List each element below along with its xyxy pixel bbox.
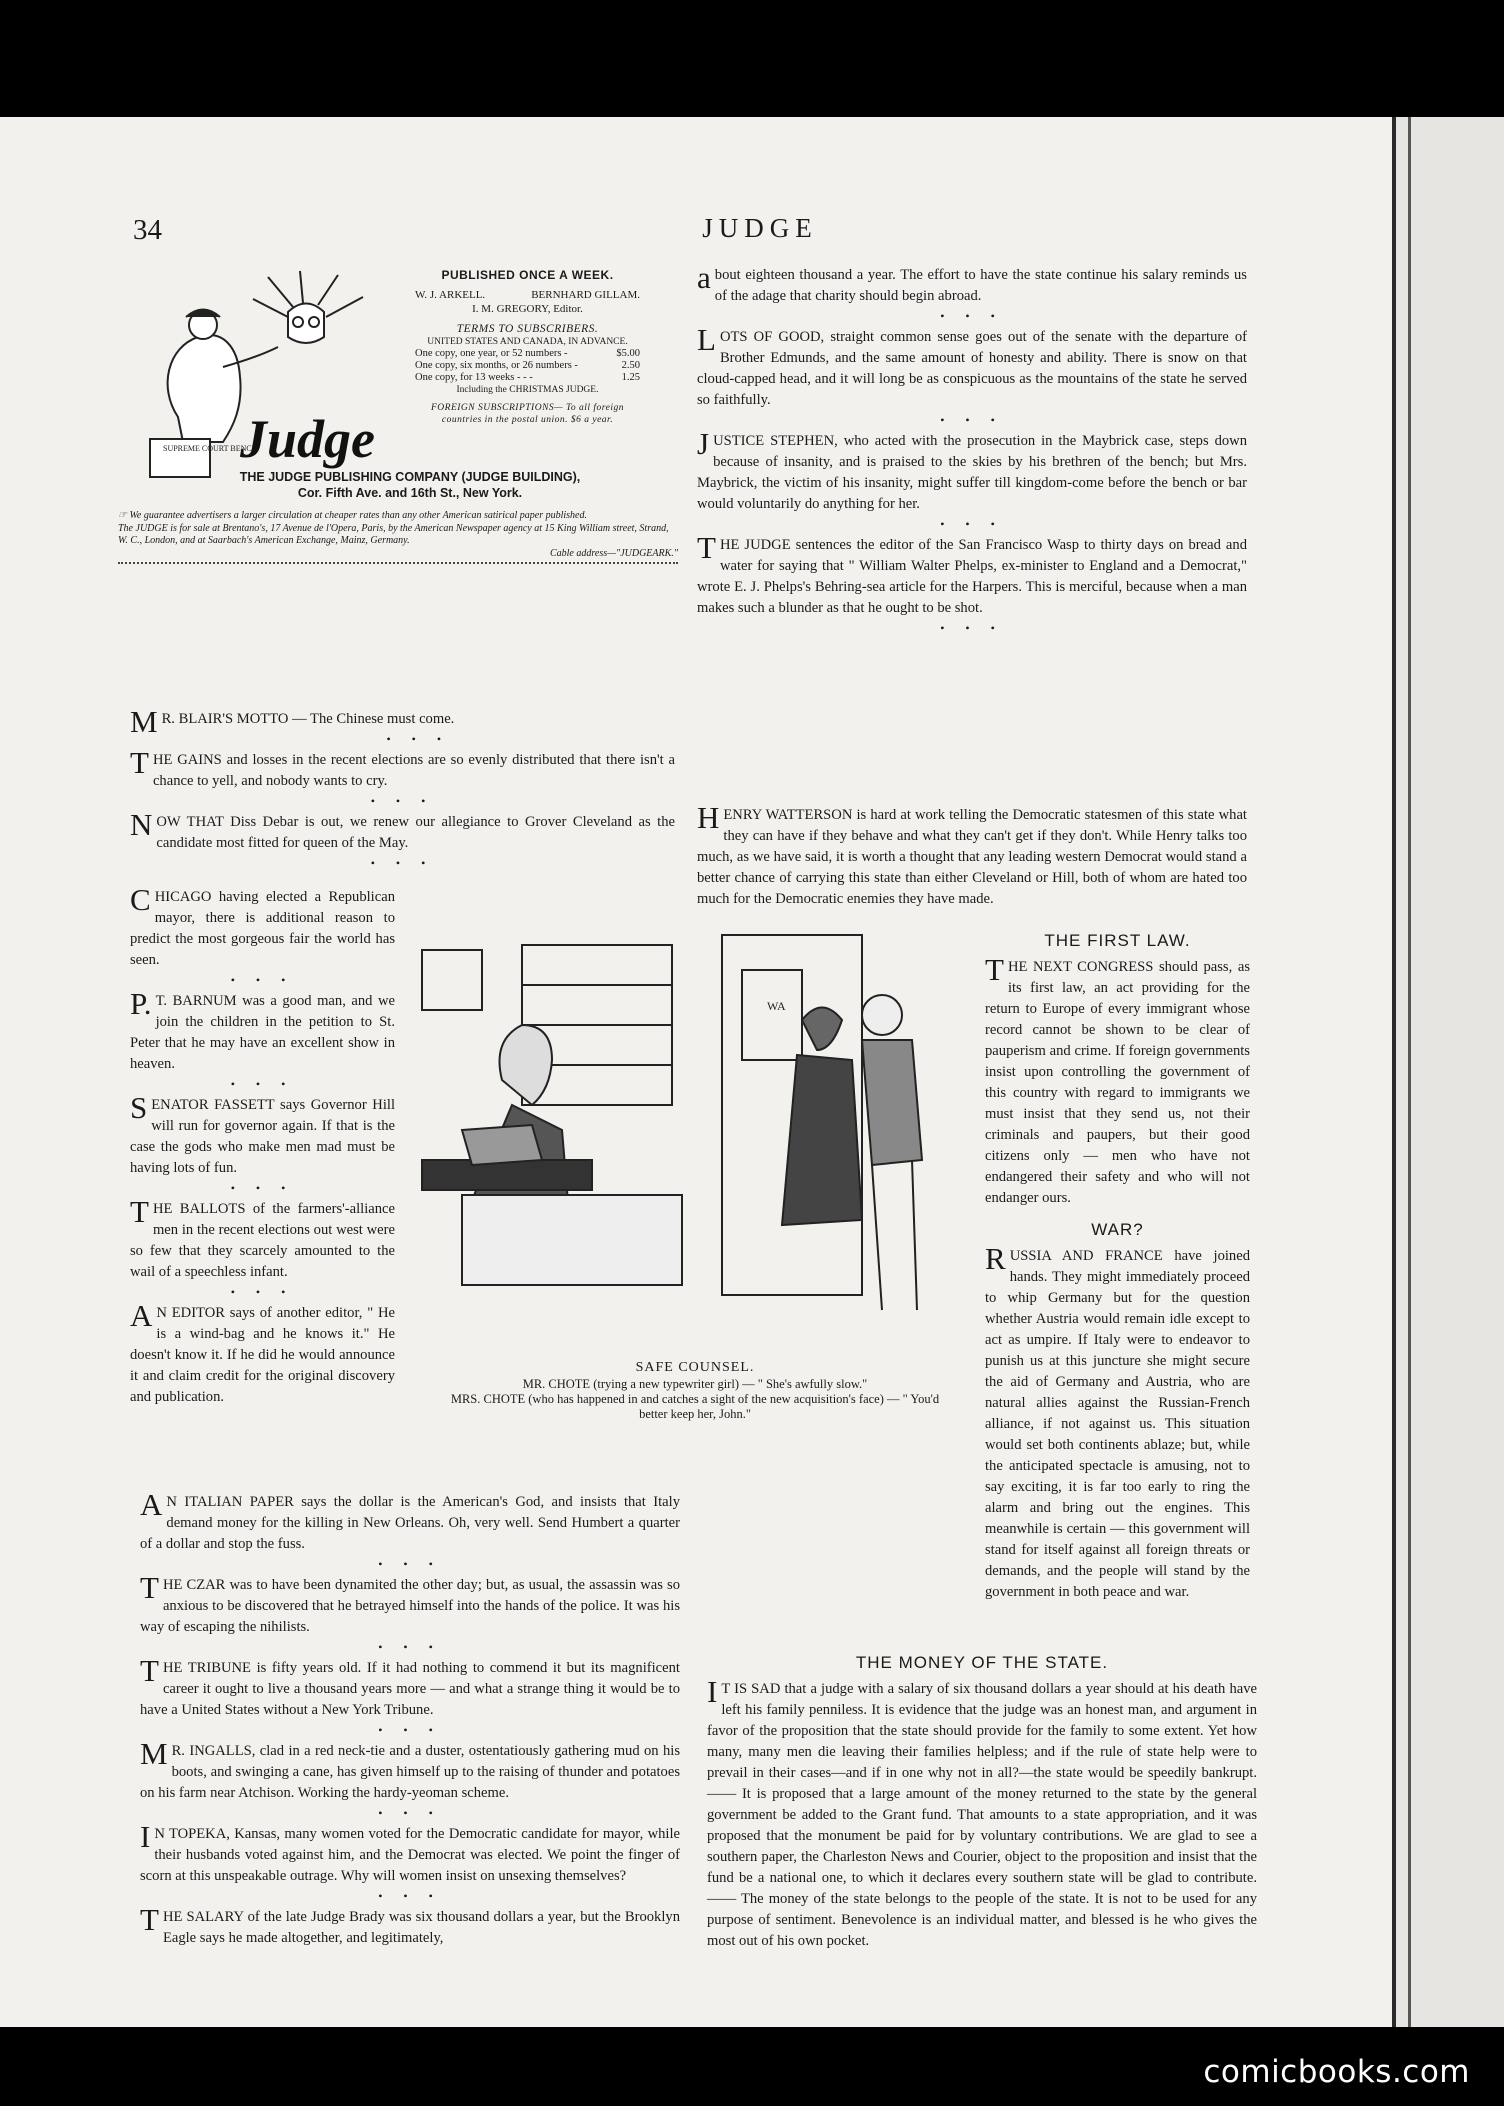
column-2-top: [697, 260, 1247, 639]
column-3-narrow: [985, 922, 1250, 1600]
rate-price: $5.00: [616, 348, 640, 359]
header-divider: [118, 554, 678, 564]
separator-dots: • • •: [230, 1077, 295, 1091]
rate-label: One copy, six months, or 26 numbers -: [415, 360, 578, 371]
article-item: THE JUDGE sentences the editor of the San Francisco Wasp to thirty days on bread and water for saying that " William Walter Phelps, ex-minister to England and a Democrat," wrote E. J. Phelps's Behring-sea article for the Harpers. This is merciful, because when a man makes such a blunder as that he ought to be shot.: [697, 530, 1247, 616]
money-heading: THE MONEY OF THE STATE.: [855, 1653, 1109, 1672]
sale-notice: The JUDGE is for sale at Brentano's, 17 Avenue de l'Opera, Paris, by the American Newspaper agency at 15 King William street, Strand, W. C., London, and at Saarbach's American Exchange, Mainz, Germany.: [118, 522, 669, 546]
terms-title: TERMS TO SUBSCRIBERS.: [456, 323, 599, 335]
rate-label: One copy, for 13 weeks - - -: [415, 372, 533, 383]
separator-dots: • • •: [230, 1285, 295, 1299]
svg-text:WA: WA: [767, 999, 786, 1013]
page-gutter: [1392, 117, 1504, 2027]
separator-dots: • • •: [378, 1640, 442, 1654]
separator-dots: • • •: [370, 856, 435, 870]
rate-price: 2.50: [621, 360, 640, 371]
war-text-start: RUSSIA AND FRANCE have joined hands. They might immediately proceed to whip Germany but for the question whether Austria would remain idle except to act as umpire. If Italy were to endeavor to punish us at this juncture she might secure the aid of Germany and Austria, who are natural allies against the Russian-French alliance, if not against us. This situation would set both continents ablaze; but, while the anticipated spectacle is amusing, not to say exciting, it is far too early to ring the alarm and bring out the engines. This meanwhile is certain — this government will stand for itself against all foreign threats or demands, and the people will stand by the government in both peace and war.: [985, 1241, 1250, 1600]
page-number: 34: [133, 214, 162, 246]
caption-line-1: MR. CHOTE (trying a new typewriter girl) — " She's awfully slow.": [522, 1377, 868, 1391]
cable-address: Cable address—"JUDGEARK.": [549, 547, 678, 559]
bottom-band: [0, 2027, 1500, 2106]
rate-price: 1.25: [621, 372, 640, 383]
rate-label: One copy, one year, or 52 numbers -: [415, 348, 568, 359]
column-1-top: [130, 704, 675, 874]
article-item: AN ITALIAN PAPER says the dollar is the American's God, and insists that Italy demand money for the killing in New Orleans. Oh, very well. Send Humbert a quarter of a dollar and stop the fuss.: [140, 1487, 680, 1552]
war-heading: WAR?: [1091, 1220, 1144, 1239]
staff-left: W. J. ARKELL.: [415, 289, 486, 301]
column-2-watterson: [697, 800, 1247, 929]
separator-dots: • • •: [940, 413, 1004, 427]
svg-text:SUPREME COURT BENCH: SUPREME COURT BENCH: [163, 444, 258, 453]
staff-right: BERNHARD GILLAM.: [531, 289, 640, 301]
separator-dots: • • •: [378, 1806, 442, 1820]
separator-dots: • • •: [378, 1723, 442, 1737]
terms-subtitle: UNITED STATES AND CANADA, IN ADVANCE.: [427, 337, 628, 347]
article-item: LOTS OF GOOD, straight common sense goes out of the senate with the departure of Brother Edmunds, and the same amount of honesty and ability. There is snow on that cloud-capped head, and it will long be as conspicuous as the mountains of the state he served so faithfully.: [697, 322, 1247, 408]
separator-dots: • • •: [370, 794, 435, 808]
article-item: THE SALARY of the late Judge Brady was six thousand dollars a year, but the Brooklyn Eagle says he made altogether, and legitimately,: [140, 1902, 680, 1946]
article-item: NOW THAT Diss Debar is out, we renew our allegiance to Grover Cleveland as the candidate most fitted for queen of the May.: [130, 807, 675, 851]
first-law-text: THE NEXT CONGRESS should pass, as its first law, an act providing for the return to Europe of every immigrant whose record cannot be shown to be clear of pauperism and crime. If foreign governments insist upon controlling the government of this country with regard to immigrants we must insist that they send us, not their criminals and paupers, but their good citizens only — men who have not endangered their safety and who will not endanger ours.: [985, 952, 1250, 1206]
separator-dots: • • •: [940, 517, 1004, 531]
company-line: THE JUDGE PUBLISHING COMPANY (JUDGE BUILDING),: [239, 470, 581, 484]
advertiser-notice: [118, 510, 678, 560]
rates-note: Including the CHRISTMAS JUDGE.: [456, 385, 599, 395]
article-item: P.T. BARNUM was a good man, and we join the children in the petition to St. Peter that he may have an excellent show in heaven.: [130, 986, 395, 1072]
separator-dots: • • •: [940, 621, 1004, 635]
cartoon-caption: [440, 1360, 950, 1422]
column-1-bottom: [140, 1487, 680, 1949]
newspaper-page: [0, 117, 1392, 2027]
separator-dots: • • •: [378, 1889, 442, 1903]
masthead-title: JUDGE: [702, 213, 818, 243]
article-item: CHICAGO having elected a Republican mayor, there is additional reason to predict the most gorgeous fair the world has seen.: [130, 882, 395, 968]
article-item: HENRY WATTERSON is hard at work telling the Democratic statesmen of this state what they can have if they behave and what they can't get if they don't. While Henry talks too much, as we have said, it is worth a thought that any leading western Democrat would stand a better chance of carrying this state than either Cleveland or Hill, both of whom are hated too much for the Democratic enemies they have made.: [697, 800, 1247, 907]
separator-dots: • • •: [940, 309, 1004, 323]
article-item: IN TOPEKA, Kansas, many women voted for the Democratic candidate for mayor, while their husbands voted against him, and the Democrat was elected. We point the finger of scorn at this unspeakable outrage. Why will women insist on unsexing themselves?: [140, 1819, 680, 1884]
separator-dots: • • •: [230, 973, 295, 987]
article-item: THE BALLOTS of the farmers'-alliance men in the recent elections out west were so few that they scarcely amounted to the wail of a speechless infant.: [130, 1194, 395, 1280]
publishing-company: [160, 469, 660, 501]
company-address: Cor. Fifth Ave. and 16th St., New York.: [297, 486, 523, 500]
article-item: MR. INGALLS, clad in a red neck-tie and a duster, ostentatiously gathering mud on his boots, and swinging a cane, has given himself up to the raising of thunder and potatoes on his farm near Atchison. Working the hardy-yeoman scheme.: [140, 1736, 680, 1801]
money-text: IT IS SAD that a judge with a salary of six thousand dollars a year should at his death have left his family penniless. It is evidence that the judge was an honest man, and argument in favor of the proposition that the state should provide for the family to some extent. Yet how many, many men die leaving their families helpless; and if the rule of state help were to prevail in their cases—and if in one why not in all?—the state would be speedily bankrupt. —— It is proposed that a large amount of the money returned to the state by the general government be added to the Grant fund. That amounts to a state appropriation, and it was proposed that the monument be paid for by voluntary contributions. We are glad to see a southern paper, the Charleston News and Courier, object to the proposition and insist that the fund be a national one, to which it declares every southern state will be glad to contribute. —— The money of the state belongs to the people of the state. It is not to be used for any purpose of sentiment. Benevolence is an individual matter, and blessed is he who gives the most out of his own pocket.: [707, 1674, 1257, 1949]
column-1-narrow: [130, 882, 395, 1408]
caption-line-2: MRS. CHOTE (who has happened in and catches a sight of the new acquisition's face) — " You'd better keep her, John.": [450, 1392, 940, 1421]
judge-logo-illustration: [128, 267, 408, 487]
article-item: THE GAINS and losses in the recent elections are so evenly distributed that there isn't a chance to yell, and nobody wants to cry.: [130, 745, 675, 789]
cartoon-title: SAFE COUNSEL.: [635, 1360, 755, 1375]
separator-dots: • • •: [230, 1181, 295, 1195]
column-2-lower: [707, 1492, 1257, 1952]
separator-dots: • • •: [386, 732, 451, 746]
article-item: JUSTICE STEPHEN, who acted with the prosecution in the Maybrick case, steps down because of insanity, and is praised to the skies by his brethren of the bench; but Mrs. Maybrick, the victim of his insanity, might suffer till kingdom-come before the bench or bar would voluntarily do anything for her.: [697, 426, 1247, 512]
staff-editor: I. M. GREGORY, Editor.: [472, 303, 583, 315]
logo-wordmark: Judge: [240, 409, 375, 469]
separator-dots: • • •: [378, 1557, 442, 1571]
publication-info: [415, 264, 640, 426]
article-item: THE CZAR was to have been dynamited the other day; but, as usual, the assassin was so anxious to be discovered that he betrayed himself into the hands of the police. It was his way of escaping the nihilists.: [140, 1570, 680, 1635]
article-item: MR. BLAIR'S MOTTO — The Chinese must come.: [130, 704, 455, 739]
article-item: SENATOR FASSETT says Governor Hill will run for governor again. If that is the case the gods who make men mad must be having lots of fun.: [130, 1090, 395, 1176]
watermark: comicbooks.com: [1203, 2054, 1470, 2090]
foreign-subscriptions: FOREIGN SUBSCRIPTIONS— To all foreign countries in the postal union. $6 a year.: [430, 403, 625, 425]
article-item: AN EDITOR says of another editor, " He is a wind-bag and he knows it." He doesn't know it. If he did he would announce it and claim credit for the original discovery and publication.: [130, 1298, 395, 1405]
publication-frequency: PUBLISHED ONCE A WEEK.: [441, 268, 614, 282]
article-item: about eighteen thousand a year. The effort to have the state continue his salary reminds us of the adage that charity should begin abroad.: [697, 260, 1247, 304]
first-law-heading: THE FIRST LAW.: [1044, 931, 1191, 950]
cartoon-illustration: [402, 930, 972, 1360]
article-item: THE TRIBUNE is fifty years old. If it had nothing to commend it but its magnificent career it ought to live a thousand years more — and what a strange thing it would be to have a United States without a New York Tribune.: [140, 1653, 680, 1718]
guarantee-text: ☞ We guarantee advertisers a larger circulation at cheaper rates than any other American satirical paper published.: [118, 510, 587, 521]
